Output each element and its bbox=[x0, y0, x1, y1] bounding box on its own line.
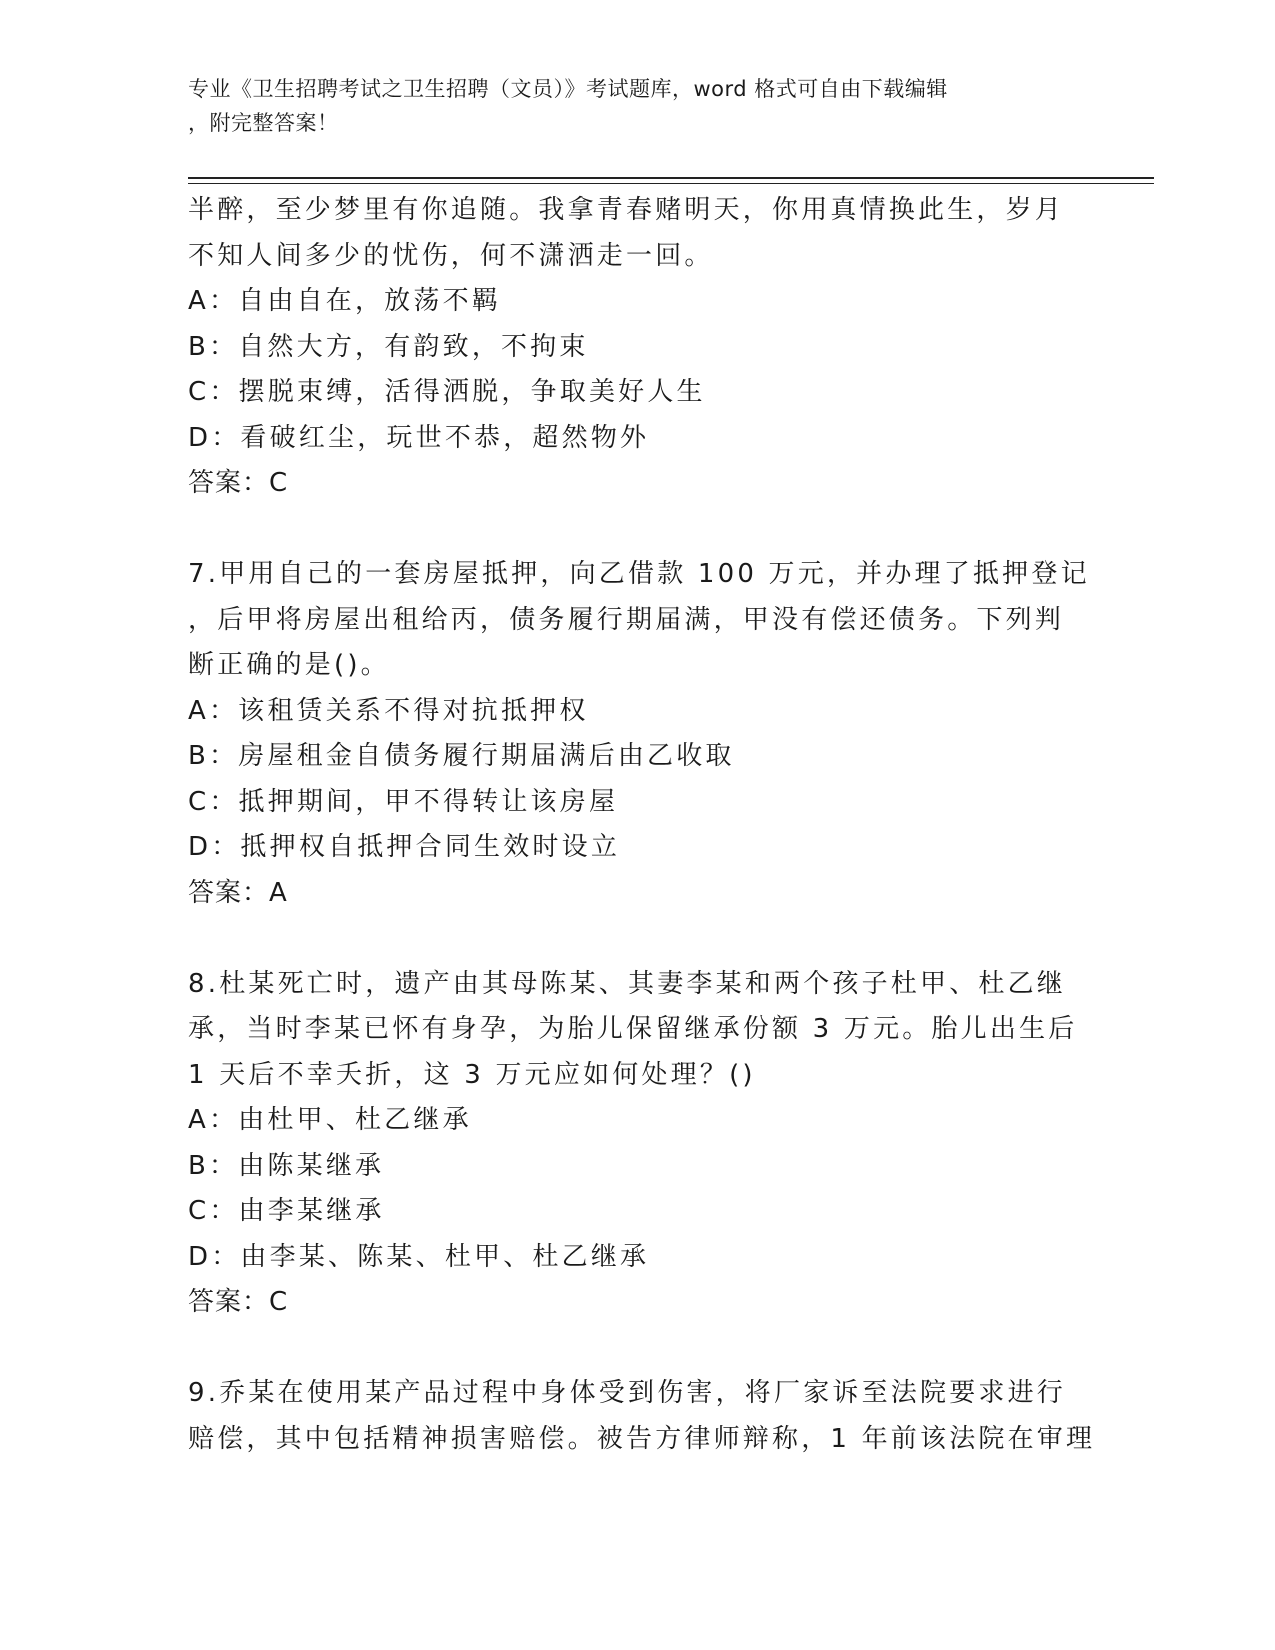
question-text-line: ，后甲将房屋出租给丙，债务履行期届满，甲没有偿还债务。下列判 bbox=[188, 604, 1065, 635]
question-9 bbox=[188, 1371, 1096, 1462]
option-b: B：由陈某继承 bbox=[188, 1150, 385, 1181]
question-text-line: 8.杜某死亡时，遗产由其母陈某、其妻李某和两个孩子杜甲、杜乙继 bbox=[188, 968, 1067, 999]
answer-line: 答案：C bbox=[188, 468, 289, 498]
header-divider-thick bbox=[188, 177, 1154, 179]
option-a: A：由杜甲、杜乙继承 bbox=[188, 1105, 472, 1135]
option-b: B：自然大方，有韵致，不拘束 bbox=[188, 331, 589, 362]
answer-line: 答案：C bbox=[188, 1287, 289, 1317]
question-text-line: 赔偿，其中包括精神损害赔偿。被告方律师辩称，1 年前该法院在审理 bbox=[188, 1423, 1096, 1454]
answer-line: 答案：A bbox=[188, 877, 288, 908]
question-text-line: 承，当时李某已怀有身孕，为胎儿保留继承份额 3 万元。胎儿出生后 bbox=[188, 1014, 1078, 1044]
option-a: A：自由自在，放荡不羁 bbox=[188, 286, 501, 316]
question-text-line: 半醉，至少梦里有你追随。我拿青春赌明天，你用真情换此生，岁月 bbox=[188, 195, 1065, 225]
option-b: B：房屋租金自债务履行期届满后由乙收取 bbox=[188, 741, 735, 771]
document-header bbox=[188, 72, 1068, 140]
question-text-line: 不知人间多少的忧伤，何不潇洒走一回。 bbox=[188, 240, 714, 271]
header-title-line-1: 专业《卫生招聘考试之卫生招聘（文员）》考试题库，word 格式可自由下载编辑 bbox=[188, 77, 948, 101]
question-text-line: 断正确的是()。 bbox=[188, 650, 390, 680]
header-divider-thin bbox=[188, 183, 1154, 184]
option-c: C：由李某继承 bbox=[188, 1196, 385, 1226]
question-text-line: 1 天后不幸夭折，这 3 万元应如何处理？() bbox=[188, 1059, 756, 1090]
question-text-line: 7.甲用自己的一套房屋抵押，向乙借款 100 万元，并办理了抵押登记 bbox=[188, 559, 1090, 589]
question-content bbox=[188, 188, 1096, 1462]
option-d: D：看破红尘，玩世不恭，超然物外 bbox=[188, 422, 650, 453]
question-7 bbox=[188, 552, 1088, 916]
spacer bbox=[188, 507, 1088, 553]
option-c: C：摆脱束缚，活得洒脱，争取美好人生 bbox=[188, 377, 706, 407]
spacer bbox=[188, 1326, 1088, 1372]
question-continuation bbox=[188, 188, 1088, 507]
option-a: A：该租赁关系不得对抗抵押权 bbox=[188, 695, 589, 726]
option-d: D：抵押权自抵押合同生效时设立 bbox=[188, 832, 621, 862]
question-text-line: 9.乔某在使用某产品过程中身体受到伤害，将厂家诉至法院要求进行 bbox=[188, 1378, 1067, 1408]
header-title-line-2: ，附完整答案！ bbox=[188, 111, 339, 135]
spacer bbox=[188, 916, 1088, 962]
option-d: D：由李某、陈某、杜甲、杜乙继承 bbox=[188, 1241, 650, 1272]
option-c: C：抵押期间，甲不得转让该房屋 bbox=[188, 786, 619, 817]
question-8 bbox=[188, 962, 1088, 1326]
